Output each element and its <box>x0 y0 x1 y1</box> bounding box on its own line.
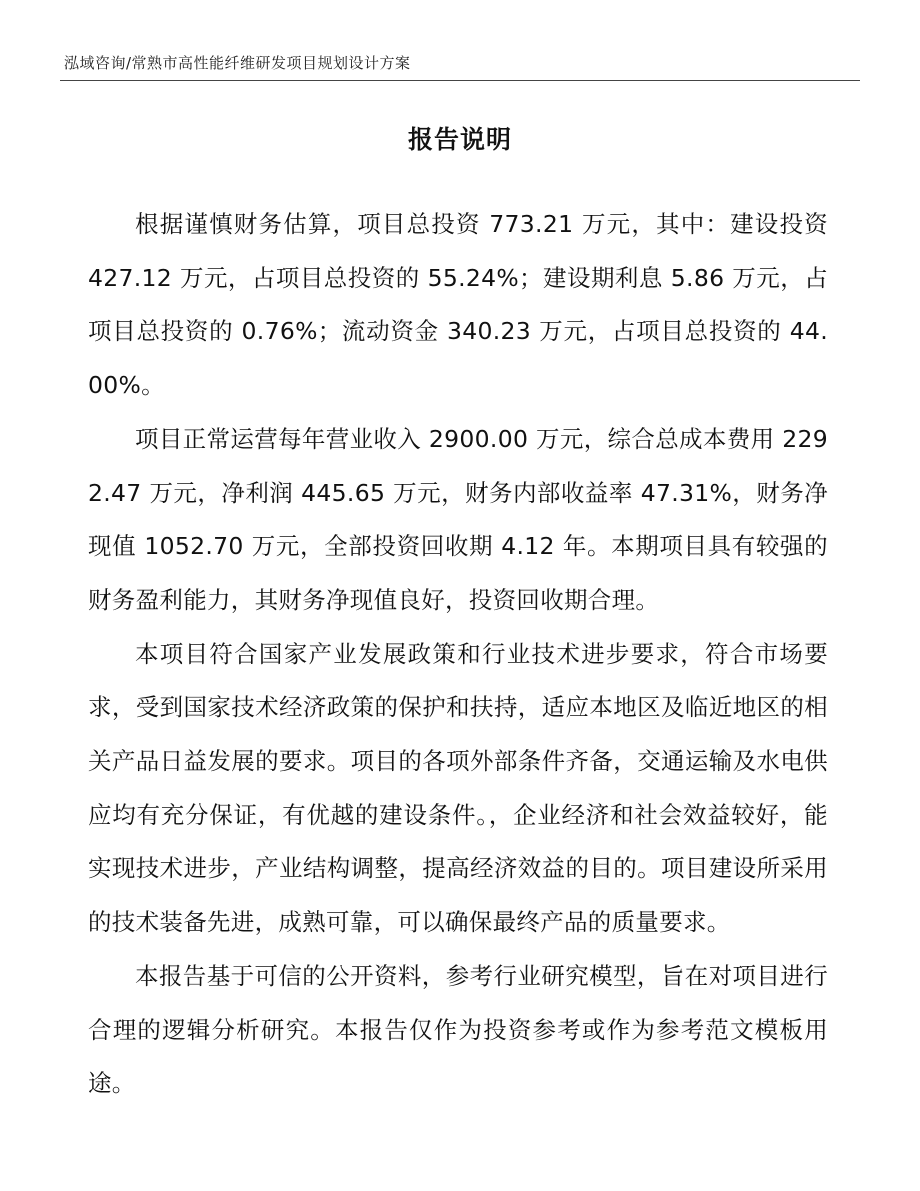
report-body <box>88 198 828 1111</box>
paragraph-disclaimer: 本报告基于可信的公开资料，参考行业研究模型，旨在对项目进行合理的逻辑分析研究。本报告仅作为投资参考或作为参考范文模板用途。 <box>88 961 828 1098</box>
header-divider <box>60 80 860 81</box>
running-header: 泓域咨询/常熟市高性能纤维研发项目规划设计方案 <box>64 54 411 72</box>
paragraph-financials: 项目正常运营每年营业收入 2900.00 万元，综合总成本费用 2292.47 万元，净利润 445.65 万元，财务内部收益率 47.31%，财务净现值 1052.70 万元，全部投资回收期 4.12 年。本期项目具有较强的财务盈利能力，其财务净现值良好，投资回收期合理。 <box>88 424 828 614</box>
paragraph-investment: 根据谨慎财务估算，项目总投资 773.21 万元，其中：建设投资 427.12 万元，占项目总投资的 55.24%；建设期利息 5.86 万元，占项目总投资的 0.76%；流动资金 340.23 万元，占项目总投资的 44.00%。 <box>88 210 828 400</box>
paragraph-policy: 本项目符合国家产业发展政策和行业技术进步要求，符合市场要求，受到国家技术经济政策的保护和扶持，适应本地区及临近地区的相关产品日益发展的要求。项目的各项外部条件齐备，交通运输及水电供应均有充分保证，有优越的建设条件。，企业经济和社会效益较好，能实现技术进步，产业结构调整，提高经济效益的目的。项目建设所采用的技术装备先进，成熟可靠，可以确保最终产品的质量要求。 <box>88 639 828 937</box>
page-title: 报告说明 <box>407 125 512 154</box>
